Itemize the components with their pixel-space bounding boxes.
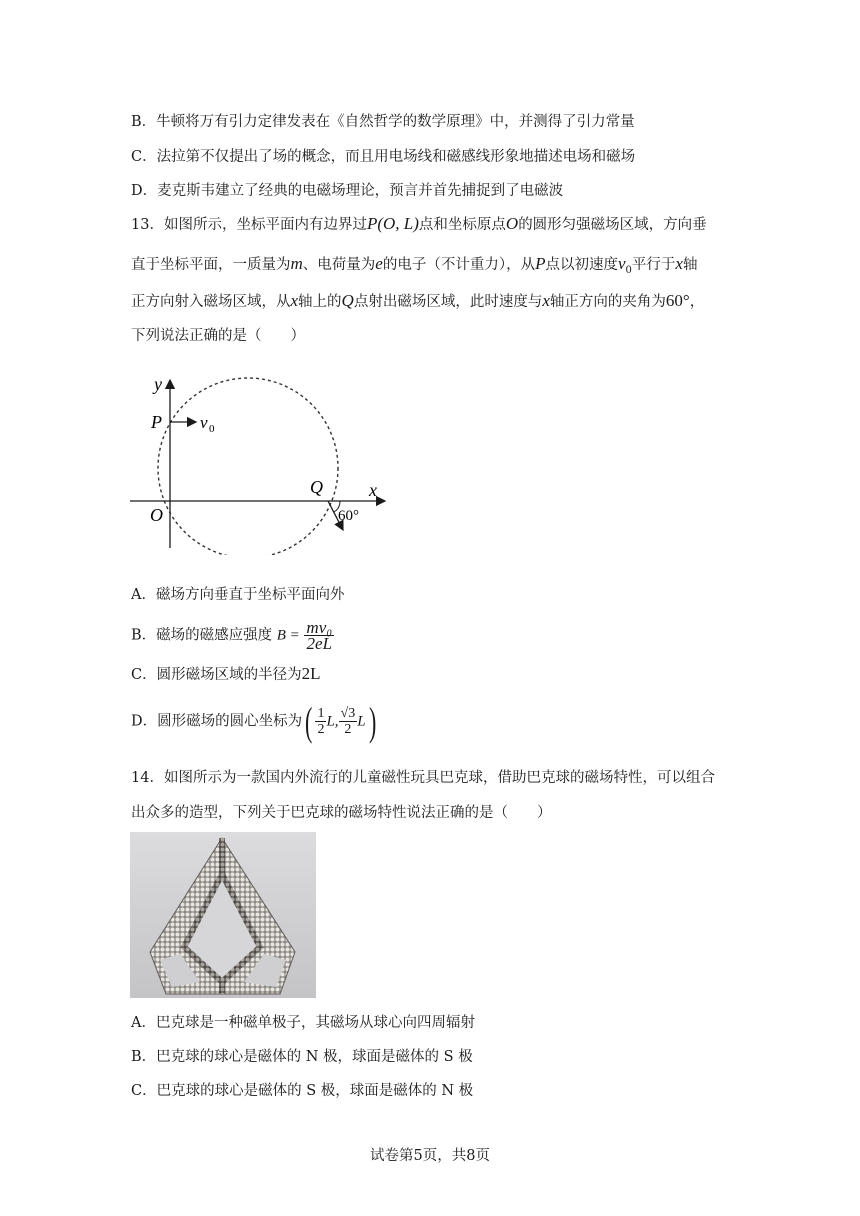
page-footer: 试卷第5页，共8页 [370, 1148, 490, 1164]
q13-option-b: B．磁场的磁感应强度 B = $\frac{\text{mv₀}}{2eL}$ [131, 618, 333, 653]
q13-line4: 下列说法正确的是（ ） [131, 328, 305, 344]
x-label: x [369, 480, 377, 500]
q13-line1: 13．如图所示，坐标平面内有边界过P(O, L)点和坐标原点O的圆形匀强磁场区域，方向垂 [131, 214, 707, 233]
q13-figure [130, 370, 400, 555]
magnetic-field-circle [158, 378, 338, 555]
q14-option-c: C．巴克球的球心是磁体的 S 极，球面是磁体的 N 极 [131, 1083, 474, 1099]
p-label: P [151, 412, 162, 432]
q14-line2: 出众多的造型，下列关于巴克球的磁场特性说法正确的是（ ） [131, 805, 552, 821]
q13-option-b-fraction: $\frac{\text{mv₀}}{2eL}$ [306, 618, 333, 653]
q13-line3: 正方向射入磁场区域，从x轴上的Q点射出磁场区域，此时速度与x轴正方向的夹角为60°， [131, 291, 705, 310]
option-d-prev: D．麦克斯韦建立了经典的电磁场理论，预言并首先捕捉到了电磁波 [131, 183, 564, 199]
q14-line1: 14．如图所示为一款国内外流行的儿童磁性玩具巴克球，借助巴克球的磁场特性，可以组合 [131, 770, 715, 786]
q13-option-d: D．圆形磁场的圆心坐标为( $\frac{1}{2}$ L, $\frac{√3}{2}$ L) [131, 698, 376, 744]
option-b-prev: B．牛顿将万有引力定律发表在《自然哲学的数学原理》中，并测得了引力常量 [131, 114, 635, 130]
o-label: O [150, 505, 163, 525]
option-c-prev: C．法拉第不仅提出了场的概念，而且用电场线和磁感线形象地描述电场和磁场 [131, 149, 636, 165]
q-label: Q [310, 477, 323, 497]
q13-option-c: C．圆形磁场区域的半径为2L [131, 664, 321, 683]
v0-label: v [200, 413, 208, 432]
y-label: y [154, 374, 162, 394]
q13-option-a: A．磁场方向垂直于坐标平面向外 [131, 587, 345, 603]
bucky-ball-photo [130, 832, 316, 998]
q13-line2: 直于坐标平面，一质量为m、电荷量为e的电子（不计重力），从P点以初速度$v_0$平行于x轴 [131, 254, 698, 276]
angle-label: 60° [338, 508, 359, 524]
v0-sub: 0 [209, 423, 215, 435]
q14-option-a: A．巴克球是一种磁单极子，其磁场从球心向四周辐射 [131, 1015, 475, 1031]
q14-option-b: B．巴克球的球心是磁体的 N 极，球面是磁体的 S 极 [131, 1049, 473, 1065]
